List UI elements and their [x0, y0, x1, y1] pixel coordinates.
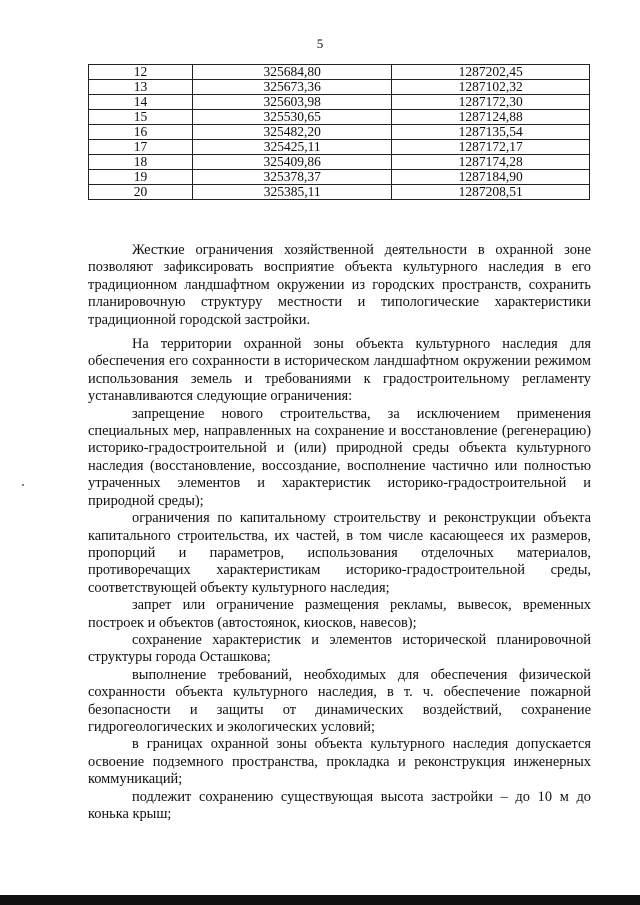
- table-row: [89, 65, 590, 80]
- list-item-underground-space: в границах охранной зоны объекта культурного наследия допускается освоение подземного пространства, прокладка и реконструкция инженерных коммуникаций;: [88, 736, 591, 788]
- list-item-construction-ban: запрещение нового строительства, за исключением применения специальных мер, направленных на сохранение и восстановление (регенерацию) историко-градостроительной и (или) природной среды объекта культурного наследия (восстановление, воссоздание, восполнение частично или полностью утраченных элементов и характеристик историко-градостроительной и природной среды);: [88, 405, 591, 509]
- paragraph-protection-zone: На территории охранной зоны объекта культурного наследия для обеспечения его сохранности в историческом ландшафтном окружении режимом использования земель и требованиями к градостроительному регламенту устанавливаются следующие ограничения:: [88, 336, 591, 405]
- table-row: [89, 95, 590, 110]
- coordinates-table-body: [89, 65, 590, 200]
- table-row: [89, 125, 590, 140]
- x-coordinate-cell: 325378,37: [193, 170, 392, 185]
- y-coordinate-cell: 1287202,45: [392, 65, 590, 80]
- y-coordinate-cell: 1287135,54: [392, 125, 590, 140]
- x-coordinate-cell: 325530,65: [193, 110, 392, 125]
- point-number-cell: 20: [89, 185, 193, 200]
- table-row: [89, 140, 590, 155]
- list-item-physical-safety: выполнение требований, необходимых для обеспечения физической сохранности объекта культурного наследия, в т. ч. обеспечение пожарной безопасности и защиты от динамических воздействий, сохранение гидрогеологических и экологических условий;: [88, 666, 591, 735]
- y-coordinate-cell: 1287172,30: [392, 95, 590, 110]
- paragraph-restrictions-intro: Жесткие ограничения хозяйственной деятельности в охранной зоне позволяют зафиксировать восприятие объекта культурного наследия в его традиционном ландшафтном окружении из городских пространств, сохранить планировочную структуру местности и типологические характеристики традиционной городской застройки.: [88, 242, 591, 328]
- y-coordinate-cell: 1287184,90: [392, 170, 590, 185]
- point-number-cell: 16: [89, 125, 193, 140]
- document-body: [88, 242, 591, 823]
- x-coordinate-cell: 325603,98: [193, 95, 392, 110]
- coordinates-table: [88, 64, 590, 200]
- y-coordinate-cell: 1287124,88: [392, 110, 590, 125]
- list-item-capital-construction: ограничения по капитальному строительству и реконструкции объекта капитального строительства, их частей, в том числе касающееся их размеров, пропорций и параметров, использования отделочных материалов, противоречащих характеристикам историко-градостроительной среды, соответствующей объекту культурного наследия;: [88, 510, 591, 596]
- list-item-advertising-ban: запрет или ограничение размещения рекламы, вывесок, временных построек и объектов (автостоянок, киосков, навесов);: [88, 597, 591, 631]
- x-coordinate-cell: 325409,86: [193, 155, 392, 170]
- table-row: [89, 170, 590, 185]
- point-number-cell: 15: [89, 110, 193, 125]
- y-coordinate-cell: 1287172,17: [392, 140, 590, 155]
- table-row: [89, 185, 590, 200]
- list-item-building-height: подлежит сохранению существующая высота застройки – до 10 м до конька крыш;: [88, 788, 591, 822]
- scan-bottom-edge: [0, 895, 640, 905]
- point-number-cell: 13: [89, 80, 193, 95]
- x-coordinate-cell: 325684,80: [193, 65, 392, 80]
- y-coordinate-cell: 1287208,51: [392, 185, 590, 200]
- point-number-cell: 12: [89, 65, 193, 80]
- list-item-planning-structure: сохранение характеристик и элементов исторической планировочной структуры города Осташкова;: [88, 631, 591, 666]
- point-number-cell: 14: [89, 95, 193, 110]
- x-coordinate-cell: 325425,11: [193, 140, 392, 155]
- table-row: [89, 80, 590, 95]
- point-number-cell: 17: [89, 140, 193, 155]
- y-coordinate-cell: 1287174,28: [392, 155, 590, 170]
- page-number: 5: [316, 36, 324, 51]
- point-number-cell: 19: [89, 170, 193, 185]
- table-row: [89, 110, 590, 125]
- x-coordinate-cell: 325482,20: [193, 125, 392, 140]
- x-coordinate-cell: 325673,36: [193, 80, 392, 95]
- x-coordinate-cell: 325385,11: [193, 185, 392, 200]
- point-number-cell: 18: [89, 155, 193, 170]
- scan-mark: [22, 484, 24, 486]
- y-coordinate-cell: 1287102,32: [392, 80, 590, 95]
- table-row: [89, 155, 590, 170]
